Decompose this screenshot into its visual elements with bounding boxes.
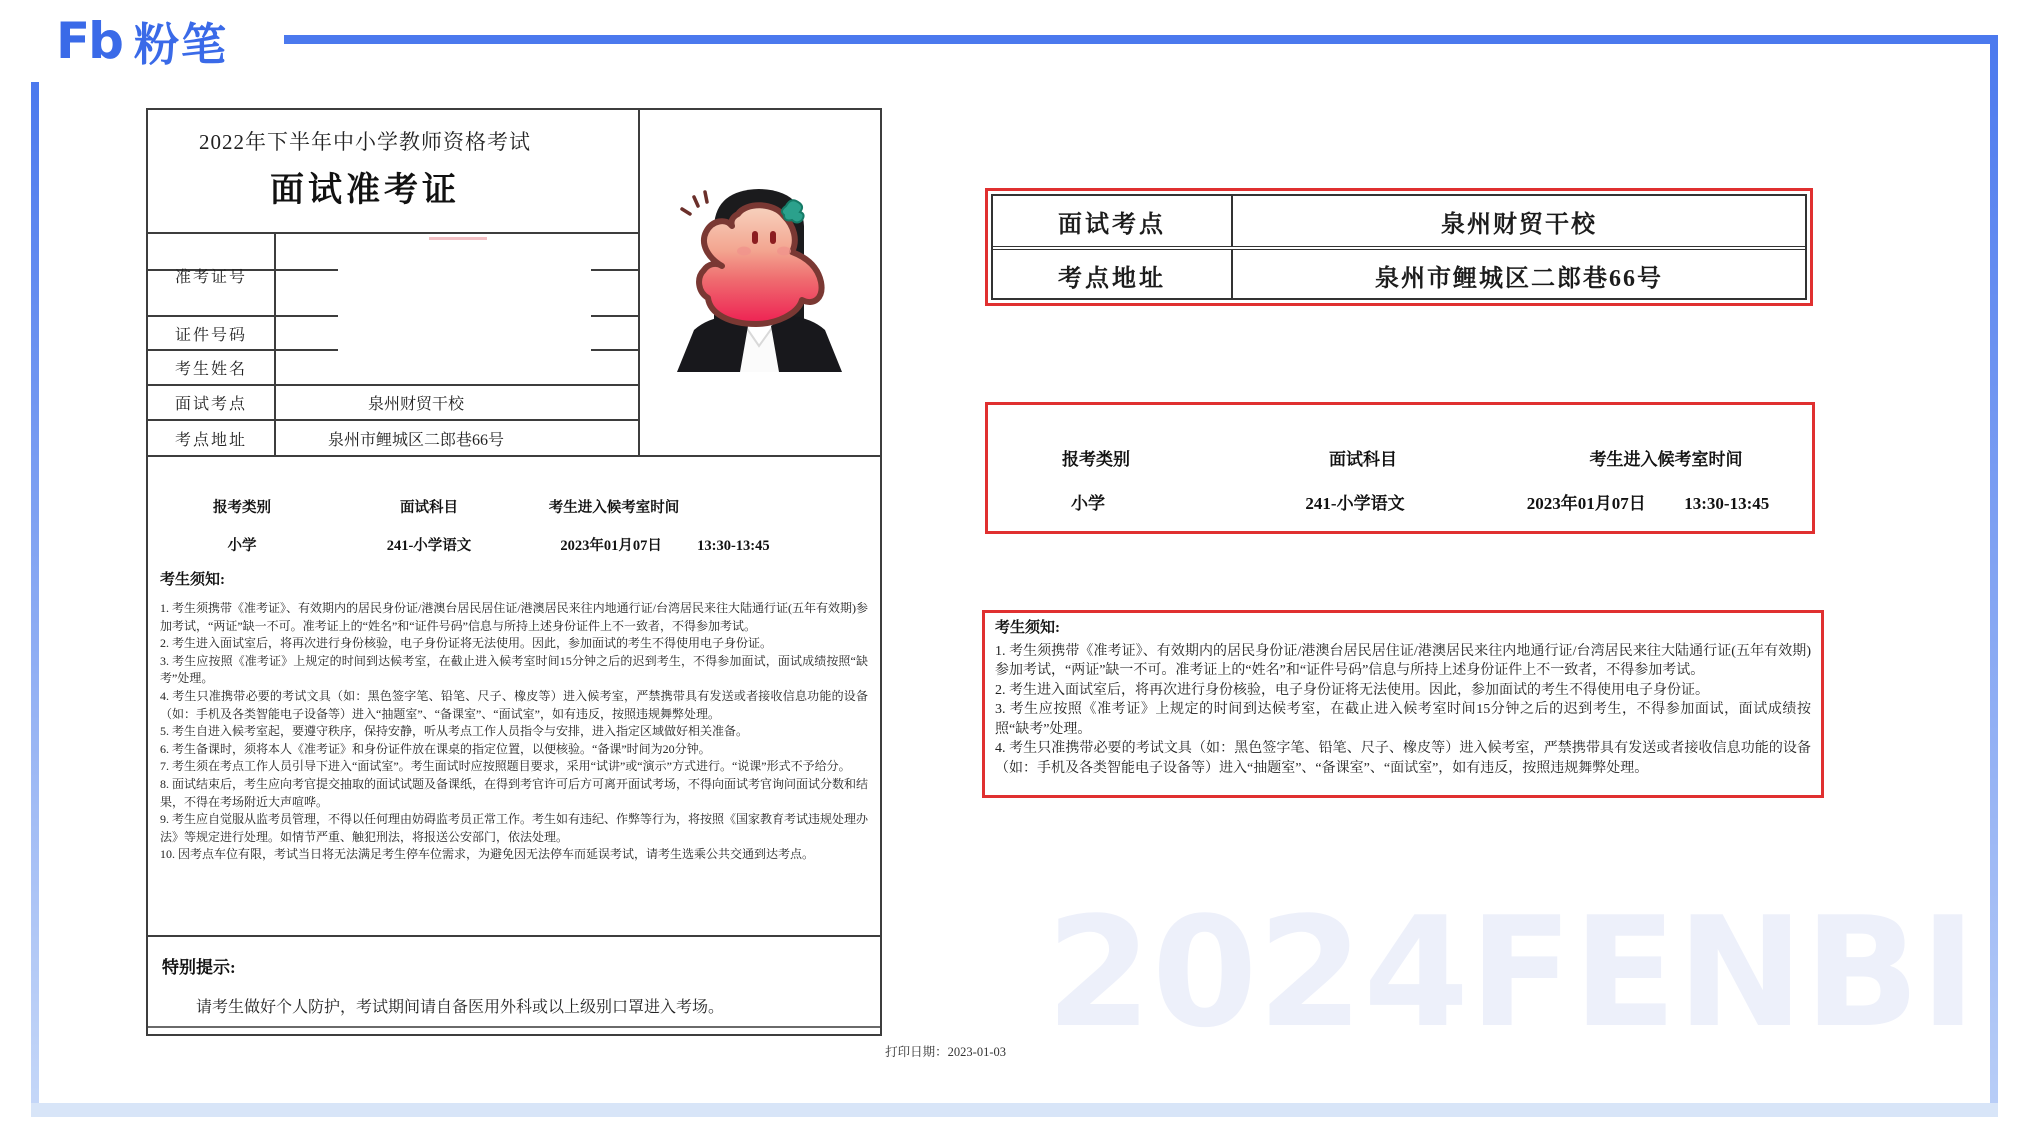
special-title: 特别提示:	[162, 958, 236, 977]
venue-value-site-address: 泉州市鲤城区二郎巷66号	[1375, 265, 1663, 292]
notice-item: 4. 考生只准携带必要的考试文具（如：黑色签字笔、铅笔、尺子、橡皮等）进入候考室，严禁携带具有发送或者接收信息功能的设备（如：手机及各类智能电子设备等）进入“抽题室”、“备课室”、“面试室”，如有违反，按照违规舞弊处理。	[160, 688, 868, 721]
venue-table	[991, 194, 1807, 300]
exam-value-entry-time	[1498, 489, 1798, 514]
mascot-eye	[752, 231, 758, 244]
notice-item: 10. 因考点车位有限，考试当日将无法满足考生停车位需求，为避免因无法停车而延误考试，请考生选乘公共交通到达考点。	[160, 847, 815, 862]
exam-time: 13:30-13:45	[1684, 494, 1770, 513]
exam-header-subject: 面试科目	[1329, 450, 1397, 469]
exam-time: 13:30-13:45	[697, 538, 770, 554]
frame-top-bar	[284, 35, 1998, 44]
grid-line	[148, 935, 880, 937]
exam-header-entry-time: 考生进入候考室时间	[1589, 450, 1743, 469]
field-label-candidate-name: 考生姓名	[174, 361, 247, 378]
highlight-venue-box	[985, 188, 1813, 306]
notice-item: 5. 考生自进入候考室起，要遵守秩序，保持安静，听从考点工作人员指令与安排，进入指定区域做好相关准备。	[160, 724, 749, 739]
fenbi-logo-mark: Fb	[56, 11, 122, 70]
ticket-title: 2022年下半年中小学教师资格考试	[199, 130, 531, 154]
notice-item: 3. 考生应按照《准考证》上规定的时间到达候考室，在截止进入候考室时间15分钟之后的迟到考生，不得参加面试，面试成绩按照“缺考”处理。	[995, 702, 1811, 737]
exam-date: 2023年01月07日	[560, 538, 662, 554]
notice-item: 1. 考生须携带《准考证》、有效期内的居民身份证/港澳台居民居住证/港澳居民来往内地通行证/台湾居民来往大陆通行证(五年有效期)参加考试，“两证”缺一不可。准考证上的“姓名”和“证件号码”信息与所持上述身份证件上不一致者，不得参加考试。	[995, 643, 1811, 678]
notice-item: 4. 考生只准携带必要的考试文具（如：黑色签字笔、铅笔、尺子、橡皮等）进入候考室，严禁携带具有发送或者接收信息功能的设备（如：手机及各类智能电子设备等）进入“抽题室”、“备课室”、“面试室”，如有违反，按照违规舞弊处理。	[995, 741, 1811, 776]
mascot-blush	[777, 247, 791, 256]
redaction-box	[338, 240, 591, 382]
highlight-exam-box	[985, 402, 1815, 534]
fenbi-logo	[56, 8, 228, 73]
notice-item: 1. 考生须携带《准考证》、有效期内的居民身份证/港澳台居民居住证/港澳居民来往内地通行证/台湾居民来往大陆通行证(五年有效期)参加考试，“两证”缺一不可。准考证上的“姓名”和“证件号码”信息与所持上述身份证件上不一致者，不得参加考试。	[160, 601, 868, 633]
mascot-blush	[737, 247, 751, 256]
grid-line	[148, 232, 638, 234]
notice-item: 2. 考生进入面试室后，将再次进行身份核验，电子身份证将无法使用。因此，参加面试的考生不得使用电子身份证。	[995, 682, 1709, 698]
mascot-eye	[770, 231, 776, 244]
exam-header-entry-time: 考生进入候考室时间	[548, 500, 680, 516]
exam-header-subject: 面试科目	[400, 500, 458, 516]
exam-header-category: 报考类别	[1062, 450, 1130, 469]
exam-header-category: 报考类别	[213, 500, 271, 516]
candidate-photo	[652, 174, 867, 379]
print-date-label: 打印日期：	[885, 1045, 948, 1059]
notices-title: 考生须知:	[995, 620, 1060, 636]
exam-date: 2023年01月07日	[1526, 494, 1646, 513]
exam-value-subject: 241-小学语文	[386, 538, 472, 554]
table-row	[993, 196, 1805, 250]
exam-value-category: 小学	[227, 538, 257, 554]
frame-left-bar	[31, 82, 39, 1117]
field-value-site-address: 泉州市鲤城区二郎巷66号	[327, 432, 504, 449]
redaction-mark	[429, 237, 487, 240]
grid-line	[148, 1026, 880, 1028]
grid-line	[148, 455, 880, 457]
special-text: 请考生做好个人防护，考试期间请自备医用外科或以上级别口罩进入考场。	[196, 999, 725, 1016]
frame-bottom-bar	[31, 1103, 1998, 1117]
venue-label-site-address: 考点地址	[993, 250, 1233, 300]
grid-line	[638, 110, 640, 455]
print-date-value: 2023-01-03	[947, 1045, 1006, 1059]
highlight-notices-box	[982, 610, 1824, 798]
venue-value-interview-site: 泉州财贸干校	[1441, 211, 1597, 238]
notice-item: 9. 考生应自觉服从监考员管理，不得以任何理由妨碍监考员正常工作。考生如有违纪、作弊等行为，将按照《国家教育考试违规处理办法》等规定进行处理。如情节严重、触犯刑法，将报送公安部门，依法处理。	[160, 812, 869, 844]
exam-value-subject: 241-小学语文	[1305, 494, 1405, 513]
field-label-id-number: 证件号码	[174, 327, 247, 344]
exam-value-entry-time	[500, 534, 830, 555]
field-label-interview-site: 面试考点	[174, 396, 247, 413]
ticket-document	[146, 108, 882, 1036]
exam-value-category: 小学	[1071, 494, 1105, 513]
notices-title: 考生须知:	[160, 572, 225, 588]
field-label-admission-number: 准考证号	[174, 269, 247, 286]
notice-item: 2. 考生进入面试室后，将再次进行身份核验，电子身份证将无法使用。因此，参加面试的考生不得使用电子身份证。	[160, 636, 773, 651]
fenbi-logo-text: 粉笔	[133, 18, 228, 71]
venue-label-interview-site: 面试考点	[993, 196, 1233, 246]
field-value-interview-site: 泉州财贸干校	[367, 396, 464, 413]
frame-right-bar	[1990, 35, 1998, 1117]
watermark: 2024FENBI	[1046, 884, 1977, 1061]
grid-line	[148, 384, 638, 386]
grid-line	[148, 419, 638, 421]
notices-list	[160, 600, 868, 864]
table-row	[993, 250, 1805, 300]
grid-line	[274, 232, 276, 455]
ticket-subtitle: 面试准考证	[270, 172, 460, 209]
notice-item: 7. 考生须在考点工作人员引导下进入“面试室”。考生面试时应按照题目要求，采用“试讲”或“演示”方式进行。“说课”形式不予给分。	[160, 759, 851, 774]
print-date	[746, 1042, 1006, 1060]
notices-crop	[995, 619, 1811, 778]
notice-item: 6. 考生备课时，须将本人《准考证》和身份证件放在课桌的指定位置，以便核验。“备课”时间为20分钟。	[160, 741, 711, 756]
field-label-site-address: 考点地址	[174, 432, 247, 449]
notice-item: 8. 面试结束后，考生应向考官提交抽取的面试试题及备课纸，在得到考官许可后方可离开面试考场，不得向面试考官询问面试分数和结果，不得在考场附近大声喧哗。	[160, 776, 869, 809]
notice-item: 3. 考生应按照《准考证》上规定的时间到达候考室，在截止进入候考室时间15分钟之后的迟到考生，不得参加面试，面试成绩按照“缺考”处理。	[160, 653, 868, 686]
